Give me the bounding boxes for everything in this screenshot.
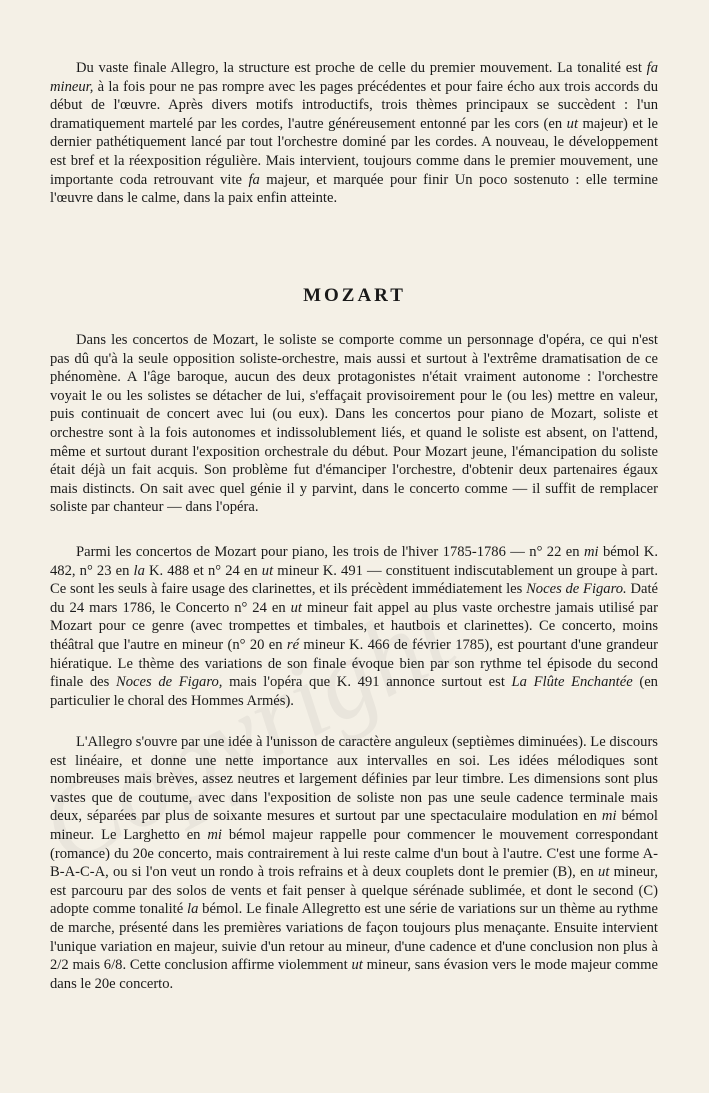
italic-text: ut bbox=[566, 115, 579, 132]
text-run: K. 488 et n° 24 en bbox=[144, 562, 262, 579]
text-run: mineur fait appel au plus vaste orchestre jamais utilisé par Mozart pour ce genre (avec trompettes et timbales, et hautbois et clarinettes). Ce concerto, moins théâtral que l'autre en mineur (n° 20 en bbox=[50, 599, 658, 653]
allegro-paragraph bbox=[50, 733, 658, 993]
text-run: mais l'opéra que K. 491 annonce surtout est bbox=[222, 674, 512, 691]
text-run: bémol K. 482, n° 23 en bbox=[50, 544, 658, 579]
italic-text: ut bbox=[261, 562, 274, 579]
text-run: Parmi les concertos de Mozart pour piano, les trois de l'hiver 1785-1786 — n° 22 en bbox=[76, 544, 584, 560]
text-run: Du vaste finale Allegro, la structure est proche de celle du premier mouvement. La tonalité est bbox=[76, 60, 647, 76]
text-run: Daté du 24 mars 1786, le Concerto n° 24 en bbox=[50, 581, 658, 616]
italic-text: La Flûte Enchantée bbox=[511, 674, 633, 691]
italic-text: la bbox=[187, 901, 199, 918]
text-run: bémol majeur rappelle pour commencer le mouvement correspondant (romance) du 20e concerto, mais contrairement à lui reste calme d'un bout à l'autre. C'est une forme A-B-A-C-A, ou si l'on veut un rondo à trois refrains et à deux couplets dont le premier (B), en bbox=[50, 826, 658, 881]
italic-text: fa mineur, bbox=[50, 60, 658, 95]
italic-text: la bbox=[133, 562, 145, 579]
section-title: MOZART bbox=[303, 285, 406, 306]
text-run: à la fois pour ne pas rompre avec les pages précédentes et pour faire écho aux trois accords du début de l'œuvre. Après divers motifs introductifs, trois thèmes principaux se succèdent : l'un dramatiquement martelé par les cordes, l'autre généreusement entonné par les cors (en bbox=[50, 78, 658, 132]
italic-text: ré bbox=[286, 636, 300, 653]
italic-text: ut bbox=[351, 957, 363, 974]
text-run: mineur, est parcouru par des solos de vents et fait penser à quelque sérénade sublimée, et dont le second (C) adopte comme tonalité bbox=[50, 864, 658, 918]
text-run: bémol. Le finale Allegretto est une série de variations sur un thème au rythme de marche, présenté dans les premières variations de façon toujours plus menaçante. Ensuite intervient l'unique variation en majeur, suivie d'un retour au mineur, d'une cadence et d'une conclusion non plus à 2/2 mais 6/8. Cette conclusion affirme violemment bbox=[50, 901, 658, 974]
text-run: L'Allegro s'ouvre par une idée à l'unisson de caractère anguleux (septièmes diminuées). Le discours est linéaire, et donne une nette importance aux intervalles en soi. Les idées mélodiques sont nombreuses mais brèves, assez neutres et largement définies par leur timbre. Les dimensions sont plus vastes que de coutume, avec dans l'exposition de soliste non pas une seule cadence terminale mais deux, séparées par plus de soixante mesures et surtout par une spectaculaire modulation en bbox=[50, 734, 658, 825]
text-run: bémol mineur. Le Larghetto en bbox=[50, 808, 658, 843]
intro-paragraph bbox=[50, 59, 658, 208]
italic-text: mi bbox=[583, 544, 599, 560]
italic-text: mi bbox=[601, 808, 617, 825]
winter-concertos-paragraph bbox=[50, 543, 658, 710]
text-run: majeur, et marquée pour finir Un poco sostenuto : elle termine l'œuvre dans le calme, dans la paix enfin atteinte. bbox=[50, 171, 659, 207]
italic-text: Noces de Figaro. bbox=[526, 581, 627, 598]
opera-paragraph bbox=[50, 331, 658, 517]
italic-text: mi bbox=[207, 826, 222, 843]
text-run: (en particulier le choral des Hommes Armés). bbox=[50, 674, 658, 709]
text-run: Dans les concertos de Mozart, le soliste se comporte comme un personnage d'opéra, ce qui n'est pas dû qu'à la seule opposition soliste-orchestre, mais aussi et surtout à l'extrême dramatisation de ce phénomène. A l'âge baroque, aucun des deux protagonistes n'était vraiment autonome : l'orchestre voyait le ou les solistes se détacher de lui, s'effaçait provisoirement pour le (ou les) mettre en valeur, puis continuait de concert avec lui (ou eux). Dans les concertos pour piano de Mozart, soliste et orchestre sont à la fois autonomes et indissolublement liés, et quand le soliste est absent, on l'attend, même et surtout durant l'exposition orchestrale du début. Pour Mozart jeune, l'émancipation du soliste était déjà un fait acquis. Son problème fut d'émanciper l'orchestre, d'obtenir deux partenaires égaux mais distincts. On sait avec quel génie il y parvint, dans le concerto comme — il suffit de remplacer soliste par chanteur — dans l'opéra. bbox=[50, 332, 658, 516]
italic-text: Noces de Figaro, bbox=[116, 674, 223, 691]
text-run: mineur K. 491 — constituent indiscutablement un groupe à part. Ce sont les seuls à faire usage des clarinettes, et ils précèdent immédiatement les bbox=[50, 562, 658, 598]
italic-text: fa bbox=[248, 171, 260, 188]
italic-text: ut bbox=[290, 599, 302, 616]
text-run: mineur, sans évasion vers le mode majeur comme dans le 20e concerto. bbox=[50, 957, 659, 992]
text-run: mineur K. 466 de février 1785), est pourtant d'une grandeur hiératique. Le thème des variations de son finale évoque bien par son rythme tel épisode du second finale des bbox=[50, 636, 658, 691]
italic-text: ut bbox=[598, 864, 610, 881]
text-run: majeur) et le dernier pathétiquement lancé par tout l'orchestre dominé par les cordes. A nouveau, le développement est bref et la réexposition régulière. Mais intervient, toujours comme dans le premier mouvement, une importante coda retrouvant vite bbox=[50, 115, 658, 188]
